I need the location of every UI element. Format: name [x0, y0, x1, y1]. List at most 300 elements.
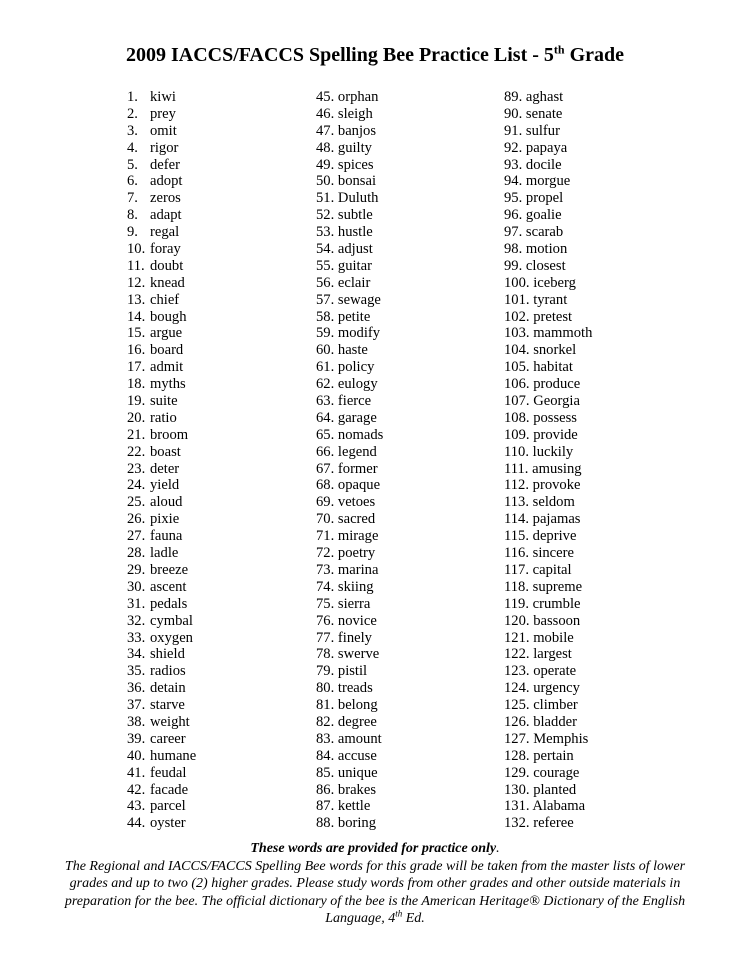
word-number: 91. [504, 122, 523, 139]
word-entry [316, 157, 383, 174]
word-entry [316, 630, 383, 647]
word-number: 21. [127, 426, 146, 443]
word-entry [316, 309, 383, 326]
spelling-word: senate [525, 105, 563, 122]
word-number: 26. [127, 511, 146, 528]
spelling-word: foray [150, 241, 181, 258]
word-entry [127, 579, 196, 596]
word-number: 93. [504, 156, 523, 173]
word-number: 63. [316, 393, 335, 410]
word-number: 17. [127, 359, 146, 376]
word-number: 69. [316, 494, 335, 511]
word-entry [504, 157, 592, 174]
word-entry [316, 697, 383, 714]
spelling-word: zeros [150, 190, 181, 207]
word-column-3 [504, 89, 592, 832]
word-number: 85. [316, 764, 335, 781]
spelling-word: Alabama [532, 798, 586, 815]
word-entry [504, 207, 592, 224]
footer-superscript: th [395, 908, 403, 919]
spelling-word: brakes [337, 781, 376, 798]
word-entry [316, 427, 383, 444]
word-number: 37. [127, 697, 146, 714]
spelling-word: eulogy [337, 376, 378, 393]
spelling-word: provoke [532, 477, 581, 494]
word-number: 128. [504, 747, 530, 764]
spelling-word: adapt [150, 207, 182, 224]
spelling-word: policy [337, 359, 375, 376]
word-entry [504, 292, 592, 309]
spelling-word: docile [525, 156, 562, 173]
word-number: 80. [316, 680, 335, 697]
spelling-word: ascent [150, 578, 187, 595]
spelling-word: sincere [532, 545, 574, 562]
word-entry [316, 258, 383, 275]
word-entry [127, 528, 196, 545]
word-entry [127, 444, 196, 461]
word-entry [504, 714, 592, 731]
word-entry [127, 461, 196, 478]
word-number: 7. [127, 190, 138, 207]
word-entry [316, 207, 383, 224]
word-number: 1. [127, 89, 138, 105]
footer-note [60, 840, 690, 928]
spelling-word: guitar [337, 257, 372, 274]
spelling-word: cymbal [150, 612, 193, 629]
spelling-word: haste [337, 342, 368, 359]
spelling-word: orphan [337, 89, 379, 105]
spelling-word: fierce [337, 393, 372, 410]
word-number: 96. [504, 207, 523, 224]
spelling-word: provide [533, 426, 578, 443]
word-entry [316, 731, 383, 748]
word-entry [504, 545, 592, 562]
word-number: 57. [316, 291, 335, 308]
word-number: 55. [316, 257, 335, 274]
word-entry [316, 376, 383, 393]
word-entry [504, 579, 592, 596]
spelling-word: operate [533, 663, 577, 680]
spelling-word: luckily [532, 443, 574, 460]
word-entry [127, 325, 196, 342]
spelling-word: boast [150, 443, 181, 460]
footer-body [60, 858, 690, 928]
spelling-word: subtle [337, 207, 373, 224]
word-entry [127, 258, 196, 275]
word-number: 82. [316, 713, 335, 730]
spelling-word: seldom [532, 494, 575, 511]
word-entry [127, 748, 196, 765]
word-entry [127, 292, 196, 309]
spelling-word: bonsai [337, 173, 377, 190]
word-entry [504, 461, 592, 478]
word-entry [316, 140, 383, 157]
word-entry [316, 444, 383, 461]
spelling-word: weight [150, 713, 190, 730]
word-entry [504, 798, 592, 815]
spelling-word: ladle [150, 545, 179, 562]
word-number: 120. [504, 612, 530, 629]
word-entry [316, 477, 383, 494]
word-number: 130. [504, 781, 530, 798]
word-entry [127, 680, 196, 697]
word-number: 116. [504, 545, 529, 562]
word-number: 73. [316, 561, 335, 578]
word-entry [504, 815, 592, 832]
spelling-word: fauna [150, 528, 183, 545]
word-number: 104. [504, 342, 530, 359]
word-entry [316, 173, 383, 190]
word-number: 124. [504, 680, 530, 697]
word-number: 102. [504, 308, 530, 325]
spelling-word: yield [150, 477, 180, 494]
word-entry [504, 511, 592, 528]
word-number: 30. [127, 578, 146, 595]
word-entry [316, 596, 383, 613]
word-entry [316, 494, 383, 511]
word-number: 115. [504, 528, 529, 545]
word-entry [504, 494, 592, 511]
spelling-word: Memphis [533, 730, 589, 747]
spelling-word: myths [150, 376, 186, 393]
word-entry [316, 393, 383, 410]
word-entry [316, 782, 383, 799]
word-number: 65. [316, 426, 335, 443]
spelling-word: admit [150, 359, 184, 376]
word-number: 95. [504, 190, 523, 207]
word-entry [127, 224, 196, 241]
spelling-word: parcel [150, 798, 186, 815]
word-entry [504, 427, 592, 444]
spelling-word: poetry [337, 545, 376, 562]
spelling-word: crumble [532, 595, 581, 612]
word-number: 58. [316, 308, 335, 325]
word-number: 101. [504, 291, 530, 308]
spelling-word: spices [337, 156, 374, 173]
word-entry [127, 342, 196, 359]
word-entry [127, 613, 196, 630]
word-number: 33. [127, 629, 146, 646]
spelling-word: aghast [525, 89, 564, 105]
spelling-word: feudal [150, 764, 187, 781]
spelling-word: deprive [532, 528, 577, 545]
word-entry [127, 241, 196, 258]
spelling-word: modify [337, 325, 381, 342]
spelling-word: mirage [337, 528, 379, 545]
word-entry [504, 393, 592, 410]
word-number: 74. [316, 578, 335, 595]
word-number: 24. [127, 477, 146, 494]
spelling-word: bough [150, 308, 187, 325]
word-number: 41. [127, 764, 146, 781]
word-entry [504, 613, 592, 630]
word-number: 31. [127, 595, 146, 612]
word-entry [316, 613, 383, 630]
word-entry [316, 292, 383, 309]
word-entry [127, 173, 196, 190]
spelling-word: adopt [150, 173, 183, 190]
spelling-word: papaya [525, 139, 568, 156]
spelling-word: deter [150, 460, 180, 477]
word-number: 111. [504, 460, 529, 477]
word-number: 18. [127, 376, 146, 393]
word-number: 10. [127, 241, 146, 258]
word-number: 89. [504, 89, 523, 105]
word-entry [127, 663, 196, 680]
word-entry [504, 630, 592, 647]
word-number: 42. [127, 781, 146, 798]
word-entry [316, 224, 383, 241]
spelling-word: unique [337, 764, 378, 781]
word-entry [127, 630, 196, 647]
word-number: 8. [127, 207, 138, 224]
spelling-word: possess [533, 409, 577, 426]
title-tail: Grade [564, 44, 625, 66]
word-number: 108. [504, 409, 530, 426]
spelling-word: supreme [532, 578, 583, 595]
spelling-word: radios [150, 663, 186, 680]
word-entry [127, 646, 196, 663]
word-entry [504, 190, 592, 207]
word-number: 121. [504, 629, 530, 646]
spelling-word: motion [525, 241, 568, 258]
word-number: 129. [504, 764, 530, 781]
word-entry [127, 393, 196, 410]
word-number: 61. [316, 359, 335, 376]
word-number: 22. [127, 443, 146, 460]
spelling-word: petite [337, 308, 371, 325]
word-entry [127, 697, 196, 714]
footer-practice-line [60, 840, 690, 858]
word-entry [127, 545, 196, 562]
word-number: 34. [127, 646, 146, 663]
word-number: 90. [504, 105, 523, 122]
spelling-word: planted [533, 781, 577, 798]
word-entry [127, 477, 196, 494]
word-entry [127, 140, 196, 157]
word-entry [127, 157, 196, 174]
word-number: 107. [504, 393, 530, 410]
word-entry [504, 596, 592, 613]
spelling-word: hustle [337, 224, 373, 241]
word-entry [316, 545, 383, 562]
footer-bold-text: These words are provided for practice only [250, 841, 497, 856]
spelling-word: urgency [533, 680, 580, 697]
word-entry [127, 511, 196, 528]
word-number: 3. [127, 122, 138, 139]
word-number: 79. [316, 663, 335, 680]
word-number: 99. [504, 257, 523, 274]
spelling-word: chief [150, 291, 180, 308]
spelling-word: humane [150, 747, 197, 764]
word-number: 83. [316, 730, 335, 747]
spelling-word: prey [150, 105, 176, 122]
word-entry [504, 765, 592, 782]
word-entry [127, 309, 196, 326]
spelling-word: tyrant [533, 291, 568, 308]
word-number: 75. [316, 595, 335, 612]
spelling-word: capital [532, 561, 572, 578]
word-entry [127, 376, 196, 393]
word-number: 66. [316, 443, 335, 460]
spelling-word: detain [150, 680, 186, 697]
spelling-word: breeze [150, 561, 189, 578]
word-entry [127, 494, 196, 511]
spelling-word: broom [150, 426, 189, 443]
word-entry [504, 376, 592, 393]
spelling-word: sleigh [337, 105, 373, 122]
spelling-word: nomads [337, 426, 384, 443]
word-entry [127, 798, 196, 815]
spelling-word: closest [525, 257, 566, 274]
word-entry [504, 782, 592, 799]
spelling-word: eclair [337, 274, 371, 291]
word-number: 77. [316, 629, 335, 646]
word-entry [504, 646, 592, 663]
word-entry [316, 663, 383, 680]
word-entry [316, 748, 383, 765]
spelling-word: rigor [150, 139, 179, 156]
spelling-word: banjos [337, 122, 377, 139]
word-number: 72. [316, 545, 335, 562]
spelling-word: amusing [532, 460, 582, 477]
spelling-word: belong [337, 697, 378, 714]
word-number: 131. [504, 798, 530, 815]
spelling-word: amount [337, 730, 382, 747]
word-number: 15. [127, 325, 146, 342]
word-number: 14. [127, 308, 146, 325]
spelling-word: goalie [525, 207, 562, 224]
word-entry [316, 190, 383, 207]
spelling-word: pajamas [532, 511, 581, 528]
spelling-word: argue [150, 325, 183, 342]
word-number: 9. [127, 224, 138, 241]
footer-end-text: Ed. [402, 911, 425, 926]
word-number: 47. [316, 122, 335, 139]
spelling-word: referee [533, 815, 574, 832]
word-number: 60. [316, 342, 335, 359]
word-number: 49. [316, 156, 335, 173]
word-entry [316, 241, 383, 258]
spelling-word: doubt [150, 257, 184, 274]
word-number: 81. [316, 697, 335, 714]
word-number: 109. [504, 426, 530, 443]
word-number: 98. [504, 241, 523, 258]
spelling-word: pertain [533, 747, 574, 764]
spelling-word: sacred [337, 511, 376, 528]
word-entry [316, 410, 383, 427]
word-number: 46. [316, 105, 335, 122]
word-number: 48. [316, 139, 335, 156]
word-number: 29. [127, 561, 146, 578]
spelling-word: starve [150, 697, 185, 714]
word-number: 87. [316, 798, 335, 815]
spelling-word: largest [533, 646, 572, 663]
word-entry [316, 461, 383, 478]
word-number: 43. [127, 798, 146, 815]
spelling-word: mobile [533, 629, 574, 646]
word-entry [127, 275, 196, 292]
word-number: 118. [504, 578, 529, 595]
word-entry [504, 241, 592, 258]
spelling-word: sierra [337, 595, 371, 612]
word-number: 64. [316, 409, 335, 426]
spelling-word: pretest [533, 308, 573, 325]
word-entry [127, 596, 196, 613]
spelling-word: bladder [533, 713, 577, 730]
spelling-word: novice [337, 612, 377, 629]
word-number: 36. [127, 680, 146, 697]
spelling-word: adjust [337, 241, 373, 258]
word-number: 125. [504, 697, 530, 714]
word-number: 19. [127, 393, 146, 410]
word-entry [127, 427, 196, 444]
word-number: 84. [316, 747, 335, 764]
spelling-word: habitat [533, 359, 573, 376]
word-entry [504, 731, 592, 748]
word-entry [127, 123, 196, 140]
word-entry [127, 815, 196, 832]
spelling-word: career [150, 730, 186, 747]
footer-bold-period: . [496, 841, 500, 856]
spelling-word: boring [337, 815, 377, 832]
word-entry [504, 140, 592, 157]
word-number: 2. [127, 105, 138, 122]
word-entry [127, 359, 196, 376]
word-entry [504, 258, 592, 275]
word-entry [127, 190, 196, 207]
spelling-word: vetoes [337, 494, 376, 511]
word-number: 94. [504, 173, 523, 190]
word-number: 113. [504, 494, 529, 511]
spelling-word: ratio [150, 409, 177, 426]
spelling-word: Duluth [337, 190, 379, 207]
spelling-word: oyster [150, 815, 186, 832]
word-number: 92. [504, 139, 523, 156]
word-entry [504, 410, 592, 427]
word-number: 76. [316, 612, 335, 629]
word-entry [316, 579, 383, 596]
word-number: 4. [127, 139, 138, 156]
word-number: 70. [316, 511, 335, 528]
spelling-word: propel [525, 190, 564, 207]
title-superscript: th [553, 42, 565, 57]
word-number: 88. [316, 815, 335, 832]
spelling-word: suite [150, 393, 178, 410]
word-number: 40. [127, 747, 146, 764]
word-entry [504, 562, 592, 579]
word-number: 16. [127, 342, 146, 359]
spelling-word: snorkel [533, 342, 577, 359]
spelling-word: guilty [337, 139, 372, 156]
word-entry [316, 714, 383, 731]
spelling-word: kettle [337, 798, 371, 815]
word-number: 127. [504, 730, 530, 747]
word-number: 39. [127, 730, 146, 747]
spelling-word: shield [150, 646, 185, 663]
spelling-word: scarab [525, 224, 564, 241]
word-entry [316, 511, 383, 528]
word-entry [316, 646, 383, 663]
word-number: 110. [504, 443, 529, 460]
word-number: 25. [127, 494, 146, 511]
word-entry [316, 359, 383, 376]
word-entry [504, 224, 592, 241]
title-main: 2009 IACCS/FACCS Spelling Bee Practice List - 5 [125, 44, 554, 66]
spelling-word: omit [150, 122, 177, 139]
word-number: 123. [504, 663, 530, 680]
spelling-word: iceberg [533, 274, 576, 291]
